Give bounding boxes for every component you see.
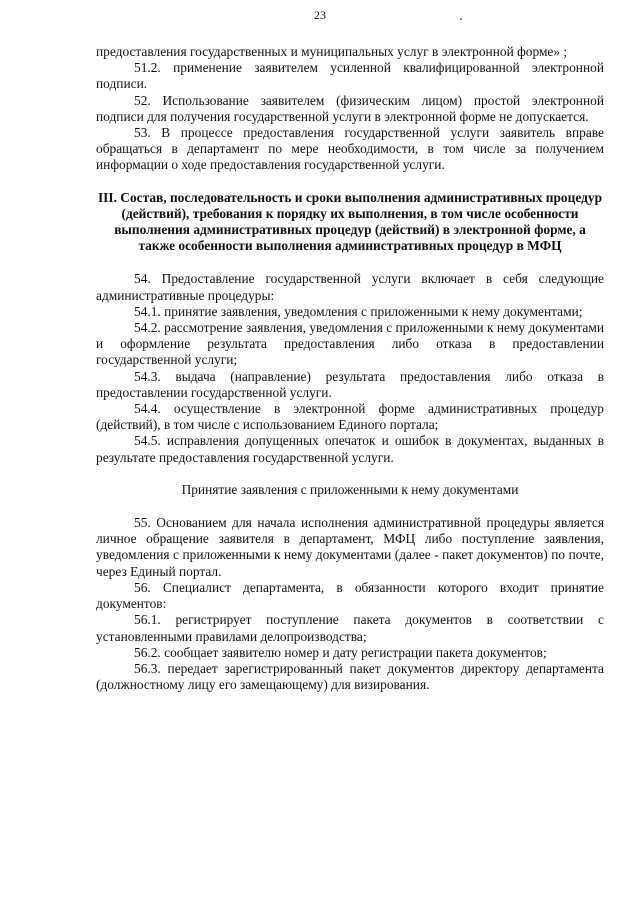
paragraph-54-1: 54.1. принятие заявления, уведомления с приложенными к нему документами;	[134, 303, 583, 319]
paragraph-52: 52. Использование заявителем (физическим лицом) простой электронной подписи для получения государственной услуги в электронной форме не допускается.	[96, 92, 604, 124]
page-number: 23	[314, 8, 326, 22]
section-heading: III. Состав, последовательность и сроки выполнения административных процедур (действий), требования к порядку их выполнения, в том числе особенности выполнения административных процедур (действий) в электронной форме, а также особенности выполнения административных процедур в МФЦ	[97, 189, 603, 254]
paragraph-56-1: 56.1. регистрирует поступление пакета документов в соответствии с установленными правилами делопроизводства;	[96, 612, 604, 644]
paragraph-54: 54. Предоставление государственной услуги включает в себя следующие административные процедуры:	[96, 271, 604, 303]
paragraph-continuation: предоставления государственных и муниципальных услуг в электронной форме» ;	[96, 44, 568, 59]
paragraph-56: 56. Специалист департамента, в обязанности которого входит принятие документов:	[96, 579, 604, 612]
paragraph-54-3: 54.3. выдача (направление) результата предоставления либо отказа в предоставлении государственной услуги.	[96, 368, 604, 400]
document-body	[96, 44, 604, 693]
paragraph-53: 53. В процессе предоставления государственной услуги заявитель вправе обращаться в департамент по мере необходимости, в том числе за получением информации о ходе предоставления государственной услуги.	[96, 125, 604, 173]
paragraph-55: 55. Основанием для начала исполнения административной процедуры является личное обращение заявителя в департамент, МФЦ либо поступление заявления, уведомления с приложенными к нему документами (далее - пакет документов) по почте, через Единый портал.	[96, 515, 604, 579]
paragraph-54-2: 54.2. рассмотрение заявления, уведомления с приложенными к нему документами и оформление результата предоставления либо отказа в предоставлении государственной услуги;	[96, 320, 604, 368]
paragraph-54-5: 54.5. исправления допущенных опечаток и ошибок в документах, выданных в результате предоставления государственной услуги.	[96, 433, 604, 465]
paragraph-56-3: 56.3. передает зарегистрированный пакет документов директору департамента (должностному лицу его замещающему) для визирования.	[96, 660, 604, 693]
scan-dot	[460, 18, 462, 20]
subsection-heading: Принятие заявления с приложенными к нему документами	[181, 481, 519, 497]
paragraph-54-4: 54.4. осуществление в электронной форме административных процедур (действий), в том числе с использованием Единого портала;	[96, 401, 604, 433]
paragraph-56-2: 56.2. сообщает заявителю номер и дату регистрации пакета документов;	[134, 644, 547, 660]
paragraph-51-2: 51.2. применение заявителем усиленной квалифицированной электронной подписи.	[96, 60, 604, 92]
